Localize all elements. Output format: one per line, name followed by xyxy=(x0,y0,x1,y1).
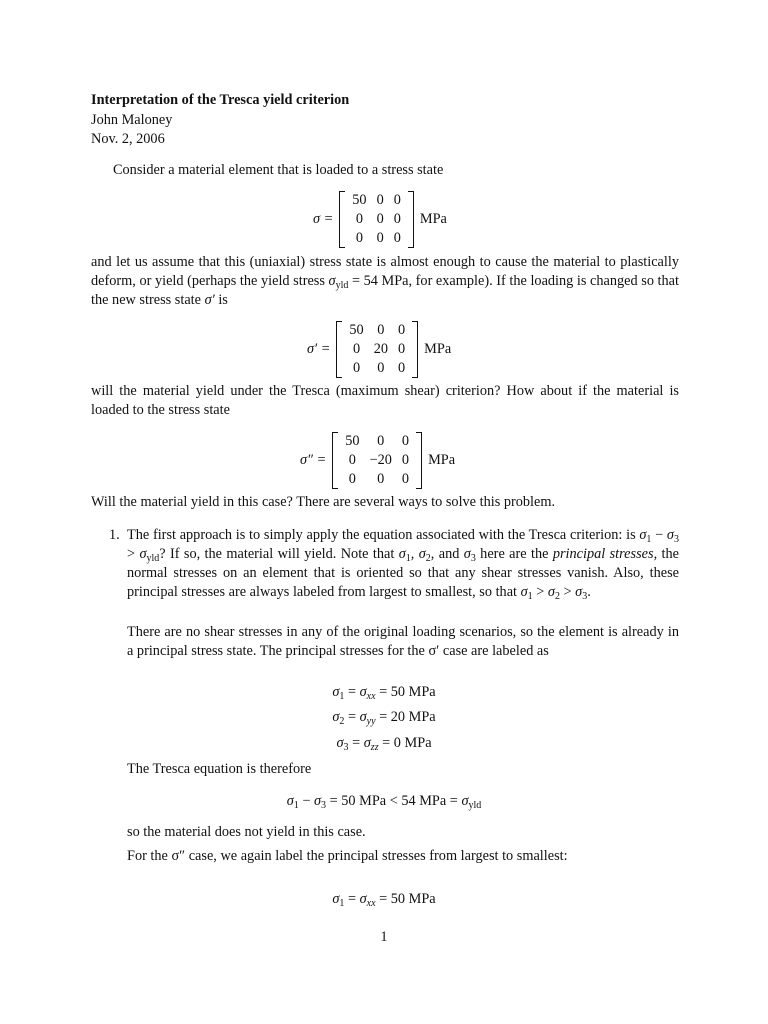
paragraph-tresca-question: will the material yield under the Tresca (maximum shear) criterion? How about if the material is loaded to the stress state xyxy=(91,383,679,418)
stress-matrix-sigma-prime xyxy=(307,321,451,378)
list-paragraph-no-yield: so the material does not yield in this case. xyxy=(127,824,366,840)
document-header xyxy=(91,91,349,150)
list-paragraph-double-prime: For the σ″ case, we again label the principal stresses from largest to smallest: xyxy=(127,848,568,864)
page-number: 1 xyxy=(380,929,388,945)
paragraph-several-ways: Will the material yield in this case? There are several ways to solve this problem. xyxy=(91,494,556,510)
matrix-lhs: σ = xyxy=(313,211,334,227)
matrix-unit: MPa xyxy=(428,452,456,468)
matrix-body: 50 0 0 0 0 0 0 0 0 xyxy=(339,191,414,248)
matrix-unit: MPa xyxy=(424,341,452,357)
date: Nov. 2, 2006 xyxy=(91,131,165,147)
list-number: 1. xyxy=(109,527,120,543)
stress-matrix-sigma xyxy=(313,191,447,248)
intro-paragraph: Consider a material element that is loaded to a stress state xyxy=(113,162,444,178)
document-title: Interpretation of the Tresca yield criterion xyxy=(91,92,350,108)
list-paragraph-no-shear: There are no shear stresses in any of the original loading scenarios, so the element is already in a principal stress state. The principal stresses for the σ′ case are labeled as xyxy=(127,624,679,659)
list-paragraph-tresca-equation: The Tresca equation is therefore xyxy=(127,761,312,777)
matrix-body: 50 0 0 0 −20 0 0 0 0 xyxy=(332,432,422,489)
equation-sigma3: $\sigma_3 = \sigma_{zz} = 0$ MPa xyxy=(336,735,432,753)
matrix-body: 50 0 0 0 20 0 0 0 0 xyxy=(336,321,418,378)
equation-sigma1-double-prime: $\sigma_1 = \sigma_{xx} = 50$ MPa xyxy=(332,891,436,909)
matrix-lhs: σ″ = xyxy=(300,452,327,468)
equation-tresca-check: $\sigma_1 - \sigma_3 = 50$ MPa < 54 MPa = $\sigma_{yld}$ xyxy=(286,793,482,811)
author: John Maloney xyxy=(91,111,173,128)
equation-sigma1: $\sigma_1 = \sigma_{xx} = 50$ MPa xyxy=(332,684,436,702)
paragraph-yield-stress: and let us assume that this (uniaxial) stress state is almost enough to cause the material to plastically deform, or yield (perhaps the yield stress $\sigma_{yld} = 54$ MPa, for example). If the loading is changed so that the new stress state σ′ is xyxy=(91,254,679,308)
matrix-lhs: σ′ = xyxy=(307,341,331,357)
matrix-unit: MPa xyxy=(419,211,447,227)
equation-sigma2: $\sigma_2 = \sigma_{yy} = 20$ MPa xyxy=(332,709,436,727)
stress-matrix-sigma-double-prime xyxy=(300,432,455,489)
list-item-approach: The first approach is to simply apply the equation associated with the Tresca criterion: is $\sigma_1 - \sigma_3 > \sigma_{yld}$? If so, the material will yield. Note that $\sigma_1$, $\sigma_2$, and $\sigma_3$ here are the principal stresses, the normal stresses on an element that is oriented so that any shear stresses vanish. Also, these principal stresses are always labeled from largest to smallest, so that $\sigma_1 > \sigma_2 > \sigma_3$. xyxy=(127,527,679,602)
